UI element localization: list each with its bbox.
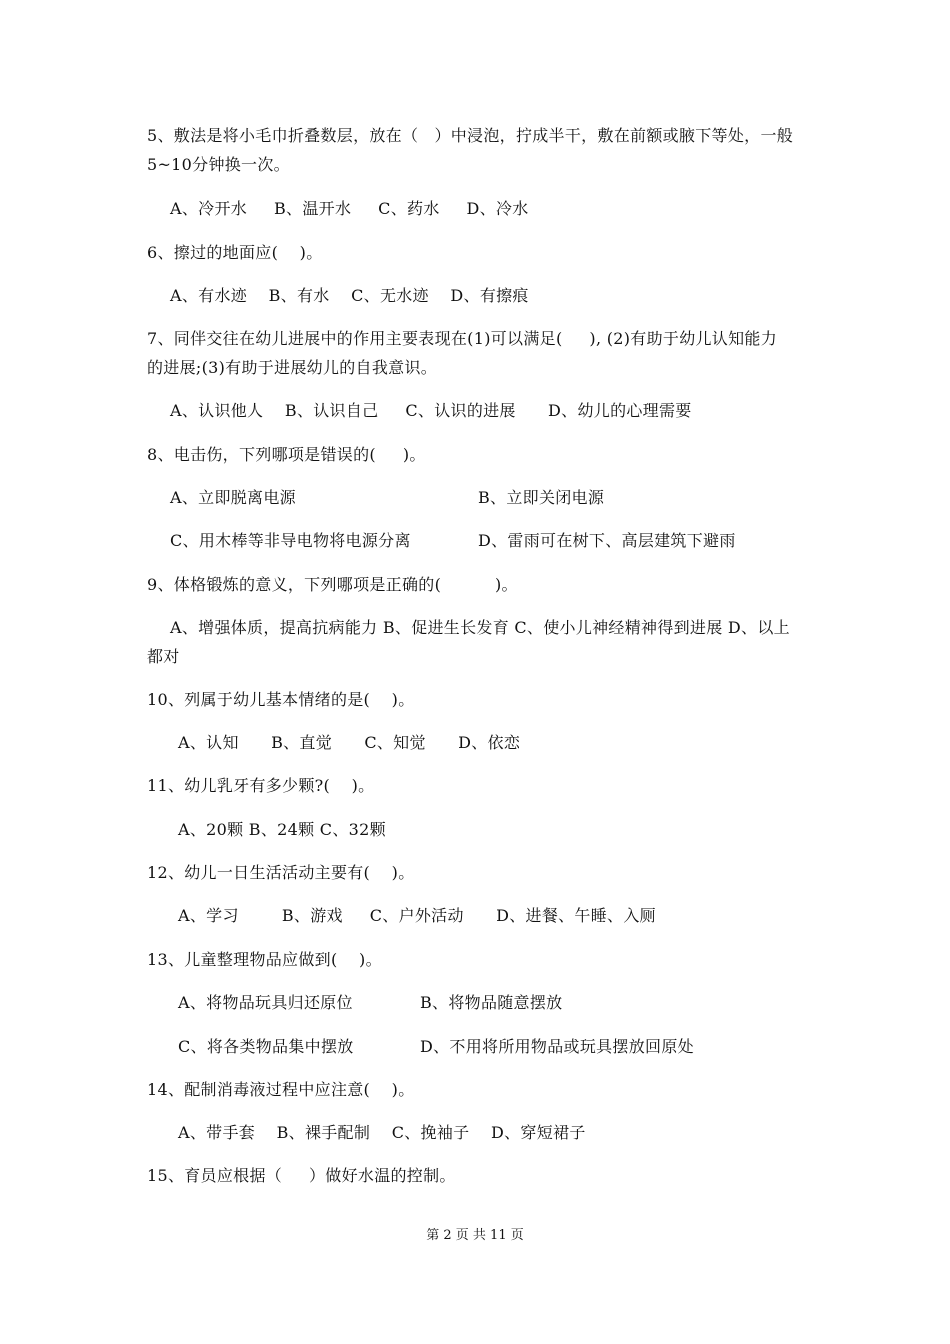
question-13-option-d: D、不用将所用物品或玩具摆放回原处 [420, 1037, 694, 1056]
question-8-option-c: C、用木棒等非导电物将电源分离 [170, 531, 411, 550]
question-10-options: A、认知 B、直觉 C、知觉 D、依恋 [178, 733, 521, 752]
question-9-options-line-1: A、增强体质，提高抗病能力 B、促进生长发育 C、使小儿神经精神得到进展 D、以上 [170, 618, 790, 637]
question-15: 15、育员应根据（ ）做好水温的控制。 [147, 1166, 456, 1185]
question-8-option-b: B、立即关闭电源 [478, 488, 605, 507]
question-12-options: A、学习 B、游戏 C、户外活动 D、进餐、午睡、入厕 [178, 906, 656, 925]
question-7-line-1: 7、同伴交往在幼儿进展中的作用主要表现在(1)可以满足( ), (2)有助于幼儿认知能力 [147, 329, 777, 348]
question-14: 14、配制消毒液过程中应注意( )。 [147, 1080, 415, 1099]
question-5-options: A、冷开水 B、温开水 C、药水 D、冷水 [170, 199, 529, 218]
question-8-option-a: A、立即脱离电源 [170, 488, 296, 507]
question-13-option-a: A、将物品玩具归还原位 [178, 993, 353, 1012]
question-14-options: A、带手套 B、裸手配制 C、挽袖子 D、穿短裙子 [178, 1123, 586, 1142]
question-11-options: A、20颗 B、24颗 C、32颗 [178, 820, 386, 839]
question-13: 13、儿童整理物品应做到( )。 [147, 950, 382, 969]
question-7-line-2: 的进展;(3)有助于进展幼儿的自我意识。 [147, 358, 438, 377]
question-5-line-2: 5~10分钟换一次。 [147, 155, 290, 174]
question-12: 12、幼儿一日生活活动主要有( )。 [147, 863, 415, 882]
question-8-option-d: D、雷雨可在树下、高层建筑下避雨 [478, 531, 736, 550]
question-9-options-line-2: 都对 [147, 647, 180, 666]
page-footer: 第 2 页 共 11 页 [426, 1228, 524, 1243]
question-13-option-b: B、将物品随意摆放 [420, 993, 563, 1012]
question-6-options: A、有水迹 B、有水 C、无水迹 D、有擦痕 [170, 286, 529, 305]
question-10: 10、列属于幼儿基本情绪的是( )。 [147, 690, 415, 709]
question-13-option-c: C、将各类物品集中摆放 [178, 1037, 354, 1056]
question-5-line-1: 5、敷法是将小毛巾折叠数层，放在（ ）中浸泡，拧成半干，敷在前额或腋下等处，一般 [147, 126, 794, 145]
question-6: 6、擦过的地面应( )。 [147, 243, 323, 262]
question-7-options: A、认识他人 B、认识自己 C、认识的进展 D、幼儿的心理需要 [170, 401, 692, 420]
question-9: 9、体格锻炼的意义，下列哪项是正确的( )。 [147, 575, 518, 594]
question-11: 11、幼儿乳牙有多少颗?( )。 [147, 776, 375, 795]
question-8: 8、电击伤，下列哪项是错误的( )。 [147, 445, 426, 464]
